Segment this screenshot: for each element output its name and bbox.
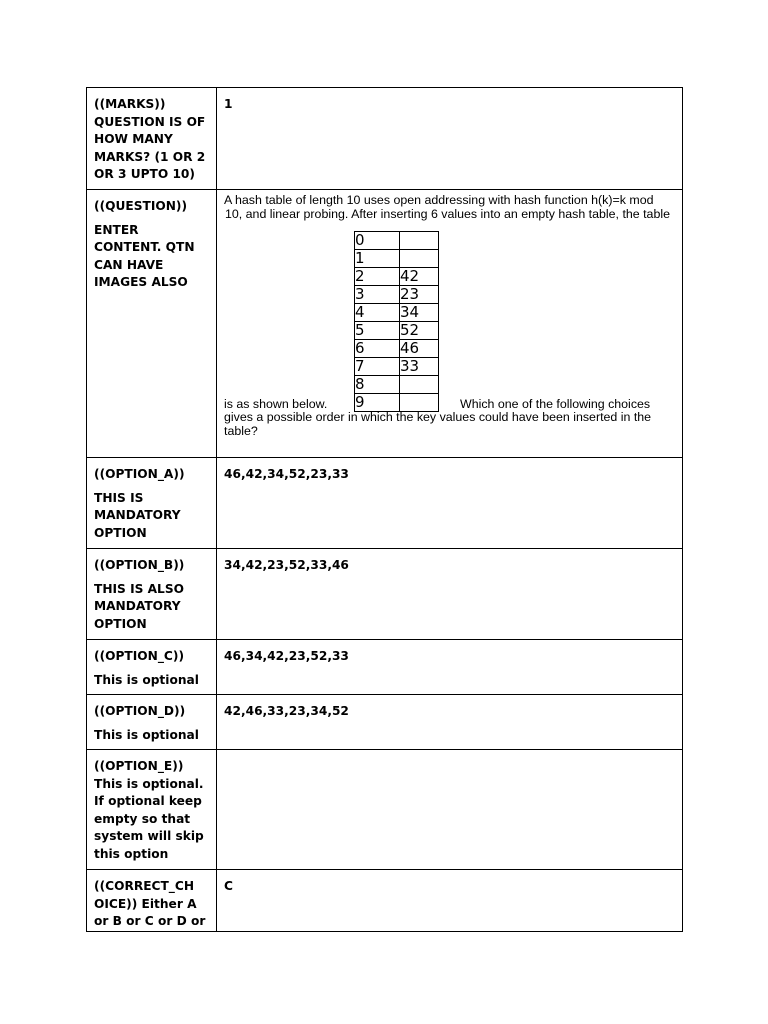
hash-value: 23 — [400, 286, 439, 304]
option-d-row — [87, 695, 683, 750]
hash-value — [400, 250, 439, 268]
option-b-label-line: THIS IS ALSO — [94, 581, 184, 596]
option-c-label-tag: ((OPTION_C)) — [94, 649, 185, 663]
hash-index: 4 — [355, 304, 400, 322]
question-text-line: A hash table of length 10 uses open addressing with hash function h(k)=k mod — [224, 193, 654, 207]
option-e-label-line: If optional keep — [94, 794, 202, 808]
option-a-row — [87, 458, 683, 549]
question-figure-area — [224, 221, 675, 411]
option-e-label-line: this option — [94, 846, 169, 861]
hash-index: 9 — [355, 394, 400, 412]
hash-table-row — [355, 358, 439, 376]
option-c-label-cell — [87, 640, 217, 695]
question-form-table — [86, 87, 683, 932]
hash-value: 34 — [400, 304, 439, 322]
marks-label — [94, 96, 209, 184]
correct-choice-label-line: or B or C or D or — [94, 914, 206, 928]
option-e-label-line: empty so that — [94, 811, 191, 826]
option-d-label-tag: ((OPTION_D)) — [94, 704, 186, 718]
option-a-label-line: THIS IS — [94, 490, 144, 505]
hash-table-row — [355, 304, 439, 322]
option-a-label-desc — [94, 490, 209, 543]
option-d-label-desc: This is optional — [94, 727, 199, 742]
question-text-which: Which one of the following choices — [460, 396, 651, 411]
hash-table-row — [355, 376, 439, 394]
option-c-value: 46,34,42,23,52,33 — [224, 649, 349, 663]
question-label-tag: ((QUESTION)) — [94, 199, 188, 213]
question-label-line: ENTER — [94, 222, 139, 237]
hash-table-row — [355, 250, 439, 268]
option-a-value: 46,42,34,52,23,33 — [224, 467, 349, 481]
hash-index: 0 — [355, 232, 400, 250]
option-e-label — [94, 758, 209, 863]
question-content-cell[interactable] — [217, 190, 683, 458]
marks-label-line: HOW MANY — [94, 132, 173, 146]
hash-index: 7 — [355, 358, 400, 376]
marks-value-cell[interactable] — [217, 88, 683, 190]
option-e-row — [87, 750, 683, 870]
correct-choice-label — [94, 878, 209, 931]
option-e-value-cell[interactable] — [217, 750, 683, 870]
question-label-line: CAN HAVE — [94, 257, 164, 272]
option-b-label-desc — [94, 581, 209, 634]
marks-label-line: MARKS? (1 OR 2 — [94, 149, 206, 164]
question-label-line: CONTENT. QTN — [94, 240, 195, 254]
hash-value: 46 — [400, 340, 439, 358]
correct-choice-label-cell — [87, 870, 217, 932]
hash-value: 52 — [400, 322, 439, 340]
marks-label-line: OR 3 UPTO 10) — [94, 167, 195, 181]
hash-value — [400, 232, 439, 250]
hash-index: 8 — [355, 376, 400, 394]
option-b-label-line: MANDATORY — [94, 599, 181, 613]
option-b-value: 34,42,23,52,33,46 — [224, 558, 349, 572]
hash-value — [400, 394, 439, 412]
marks-row — [87, 88, 683, 190]
option-b-value-cell[interactable] — [217, 549, 683, 640]
option-b-label-tag: ((OPTION_B)) — [94, 558, 185, 572]
correct-choice-label-line: ((CORRECT_CH — [94, 879, 195, 893]
marks-label-line: ((MARKS)) — [94, 97, 166, 111]
marks-value: 1 — [224, 97, 233, 111]
hash-value: 33 — [400, 358, 439, 376]
question-text-line: gives a possible order in which the key values could have been inserted in the — [224, 410, 652, 424]
hash-value — [400, 376, 439, 394]
option-c-value-cell[interactable] — [217, 640, 683, 695]
option-a-label-tag: ((OPTION_A)) — [94, 467, 185, 481]
marks-label-line: QUESTION IS OF — [94, 114, 206, 129]
correct-choice-row — [87, 870, 683, 932]
option-a-value-cell[interactable] — [217, 458, 683, 549]
question-label-cell — [87, 190, 217, 458]
question-text-line: 10, and linear probing. After inserting 6 values into an empty hash table, the table — [225, 206, 670, 221]
option-d-value-cell[interactable] — [217, 695, 683, 750]
option-b-row — [87, 549, 683, 640]
question-row — [87, 190, 683, 458]
option-e-label-cell — [87, 750, 217, 870]
option-c-label-desc: This is optional — [94, 672, 199, 687]
option-d-value: 42,46,33,23,34,52 — [224, 704, 349, 718]
hash-index: 2 — [355, 268, 400, 286]
hash-table-row — [355, 322, 439, 340]
question-text-shown: is as shown below. — [224, 396, 328, 411]
correct-choice-value-cell[interactable] — [217, 870, 683, 932]
option-a-label-line: OPTION — [94, 525, 147, 540]
hash-table-figure — [354, 231, 439, 412]
hash-index: 5 — [355, 322, 400, 340]
option-c-row — [87, 640, 683, 695]
question-text-line: table? — [224, 423, 258, 438]
option-e-label-line: This is optional. — [94, 776, 204, 791]
correct-choice-value: C — [224, 879, 233, 893]
option-b-label-line: OPTION — [94, 616, 147, 631]
hash-table-row — [355, 340, 439, 358]
option-b-label-cell — [87, 549, 217, 640]
hash-table-row — [355, 268, 439, 286]
hash-index: 6 — [355, 340, 400, 358]
option-e-label-line: ((OPTION_E)) — [94, 759, 184, 773]
question-label-desc — [94, 222, 209, 292]
correct-choice-label-line: OICE)) Either A — [94, 896, 197, 911]
marks-label-cell — [87, 88, 217, 190]
question-label-line: IMAGES ALSO — [94, 275, 188, 289]
option-e-label-line: system will skip — [94, 829, 204, 843]
hash-index: 1 — [355, 250, 400, 268]
hash-table-row — [355, 394, 439, 412]
hash-index: 3 — [355, 286, 400, 304]
hash-table-row — [355, 286, 439, 304]
hash-table-row — [355, 232, 439, 250]
option-d-label-cell — [87, 695, 217, 750]
option-a-label-line: MANDATORY — [94, 508, 181, 522]
option-a-label-cell — [87, 458, 217, 549]
hash-value: 42 — [400, 268, 439, 286]
